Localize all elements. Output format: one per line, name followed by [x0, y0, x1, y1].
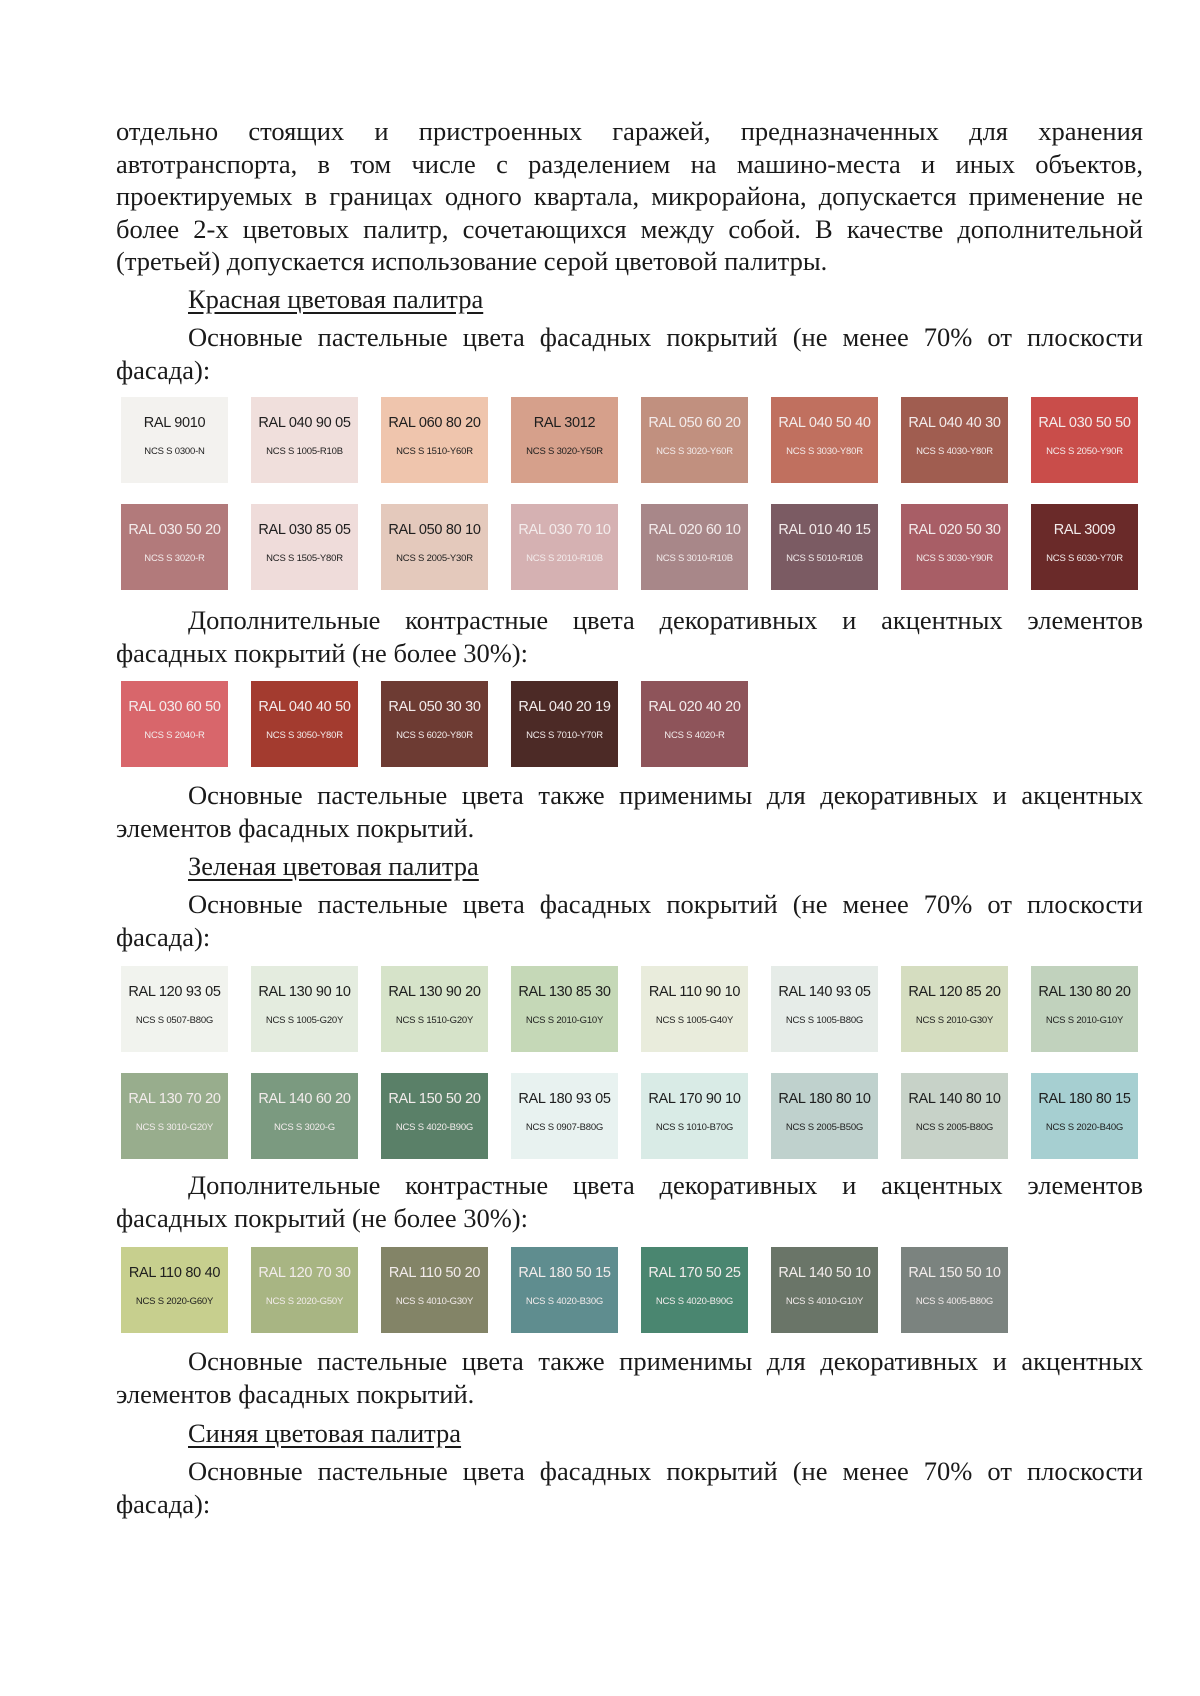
swatch-ral-code: RAL 030 50 20 [128, 522, 221, 538]
color-swatch [901, 504, 1008, 590]
red-main-row-1 [121, 397, 1138, 483]
swatch-ral-code: RAL 180 50 15 [518, 1265, 611, 1281]
swatch-ncs-code: NCS S 1005-R10B [266, 446, 343, 457]
swatch-ncs-code: NCS S 1510-G20Y [395, 1015, 474, 1026]
swatch-ral-code: RAL 030 85 05 [258, 522, 351, 538]
color-swatch [121, 1247, 228, 1333]
green-accent-text: Дополнительные контрастные цвета декоративных и акцентных элементов фасадных покрытий (не более 30%): [116, 1170, 1143, 1233]
blue-palette-heading: Синяя цветовая палитра [188, 1418, 462, 1448]
color-swatch [771, 966, 878, 1052]
swatch-ncs-code: NCS S 3020-R [144, 553, 205, 564]
swatch-ral-code: RAL 010 40 15 [778, 522, 871, 538]
swatch-ncs-code: NCS S 2040-R [144, 730, 205, 741]
swatch-ral-code: RAL 020 40 20 [648, 699, 741, 715]
color-swatch [1031, 504, 1138, 590]
swatch-ncs-code: NCS S 1005-G40Y [655, 1015, 734, 1026]
swatch-ncs-code: NCS S 2010-G10Y [525, 1015, 604, 1026]
swatch-ral-code: RAL 130 90 10 [258, 984, 351, 1000]
swatch-ral-code: RAL 130 70 20 [128, 1091, 221, 1107]
swatch-ncs-code: NCS S 4010-G30Y [395, 1296, 474, 1307]
swatch-ncs-code: NCS S 2010-G30Y [915, 1015, 994, 1026]
swatch-ral-code: RAL 050 30 30 [388, 699, 481, 715]
color-swatch [511, 1247, 618, 1333]
color-swatch [1031, 1073, 1138, 1159]
color-swatch [641, 1073, 748, 1159]
swatch-ral-code: RAL 040 90 05 [258, 415, 351, 431]
swatch-ncs-code: NCS S 3020-Y50R [526, 446, 603, 457]
swatch-ncs-code: NCS S 4010-G10Y [785, 1296, 864, 1307]
color-swatch [251, 681, 358, 767]
red-main-text: Основные пастельные цвета фасадных покрытий (не менее 70% от плоскости фасада): [116, 322, 1143, 385]
color-swatch [901, 1247, 1008, 1333]
swatch-ral-code: RAL 020 50 30 [908, 522, 1001, 538]
swatch-ncs-code: NCS S 0300-N [144, 446, 205, 457]
color-swatch [901, 966, 1008, 1052]
swatch-ral-code: RAL 150 50 10 [908, 1265, 1001, 1281]
green-note: Основные пастельные цвета также применимы для декоративных и акцентных элементов фасадных покрытий. [116, 1346, 1143, 1409]
color-swatch [771, 397, 878, 483]
color-swatch [511, 504, 618, 590]
swatch-ncs-code: NCS S 1510-Y60R [396, 446, 473, 457]
green-palette-heading: Зеленая цветовая палитра [188, 851, 479, 881]
swatch-ral-code: RAL 3009 [1053, 522, 1116, 538]
red-main-row-2 [121, 504, 1138, 590]
swatch-ncs-code: NCS S 2050-Y90R [1046, 446, 1123, 457]
swatch-ral-code: RAL 130 80 20 [1038, 984, 1131, 1000]
swatch-ncs-code: NCS S 2020-G50Y [265, 1296, 344, 1307]
swatch-ncs-code: NCS S 7010-Y70R [526, 730, 603, 741]
swatch-ral-code: RAL 110 90 10 [648, 984, 741, 1000]
color-swatch [771, 504, 878, 590]
green-main-row-1 [121, 966, 1138, 1052]
swatch-ncs-code: NCS S 2005-B80G [915, 1122, 994, 1133]
color-swatch [641, 397, 748, 483]
swatch-ral-code: RAL 120 70 30 [258, 1265, 351, 1281]
color-swatch [1031, 397, 1138, 483]
swatch-ncs-code: NCS S 3020-Y60R [656, 446, 733, 457]
color-swatch [901, 1073, 1008, 1159]
swatch-ncs-code: NCS S 1005-G20Y [265, 1015, 344, 1026]
swatch-ncs-code: NCS S 3030-Y80R [786, 446, 863, 457]
swatch-ncs-code: NCS S 2020-B40G [1045, 1122, 1124, 1133]
color-swatch [251, 397, 358, 483]
color-swatch [641, 966, 748, 1052]
swatch-ral-code: RAL 140 60 20 [258, 1091, 351, 1107]
color-swatch [381, 1247, 488, 1333]
swatch-ncs-code: NCS S 3010-R10B [656, 553, 733, 564]
color-swatch [121, 1073, 228, 1159]
swatch-ral-code: RAL 180 93 05 [518, 1091, 611, 1107]
color-swatch [1031, 966, 1138, 1052]
color-swatch [641, 1247, 748, 1333]
color-swatch [901, 397, 1008, 483]
swatch-ral-code: RAL 140 50 10 [778, 1265, 871, 1281]
swatch-ncs-code: NCS S 3020-G [274, 1122, 335, 1133]
swatch-ral-code: RAL 130 90 20 [388, 984, 481, 1000]
red-accent-row [121, 681, 748, 767]
swatch-ncs-code: NCS S 3030-Y90R [916, 553, 993, 564]
swatch-ncs-code: NCS S 1505-Y80R [266, 553, 343, 564]
swatch-ncs-code: NCS S 6020-Y80R [396, 730, 473, 741]
swatch-ral-code: RAL 180 80 10 [778, 1091, 871, 1107]
color-swatch [121, 966, 228, 1052]
swatch-ral-code: RAL 040 20 19 [518, 699, 611, 715]
swatch-ncs-code: NCS S 4020-B90G [655, 1296, 734, 1307]
swatch-ncs-code: NCS S 2020-G60Y [135, 1296, 214, 1307]
swatch-ncs-code: NCS S 4020-B90G [395, 1122, 474, 1133]
color-swatch [641, 504, 748, 590]
swatch-ral-code: RAL 030 60 50 [128, 699, 221, 715]
color-swatch [251, 966, 358, 1052]
color-swatch [771, 1073, 878, 1159]
swatch-ncs-code: NCS S 2005-B50G [785, 1122, 864, 1133]
swatch-ral-code: RAL 3012 [533, 415, 596, 431]
color-swatch [511, 966, 618, 1052]
color-swatch [381, 504, 488, 590]
swatch-ncs-code: NCS S 4005-B80G [915, 1296, 994, 1307]
swatch-ncs-code: NCS S 2010-R10B [526, 553, 603, 564]
swatch-ncs-code: NCS S 3010-G20Y [135, 1122, 214, 1133]
color-swatch [251, 1073, 358, 1159]
red-palette-heading: Красная цветовая палитра [188, 284, 484, 314]
color-swatch [511, 1073, 618, 1159]
color-swatch [121, 397, 228, 483]
swatch-ral-code: RAL 140 80 10 [908, 1091, 1001, 1107]
swatch-ral-code: RAL 180 80 15 [1038, 1091, 1131, 1107]
color-swatch [121, 681, 228, 767]
swatch-ral-code: RAL 150 50 20 [388, 1091, 481, 1107]
swatch-ral-code: RAL 120 85 20 [908, 984, 1001, 1000]
swatch-ncs-code: NCS S 5010-R10B [786, 553, 863, 564]
swatch-ral-code: RAL 030 50 50 [1038, 415, 1131, 431]
color-swatch [121, 504, 228, 590]
color-swatch [251, 504, 358, 590]
color-swatch [511, 681, 618, 767]
color-swatch [641, 681, 748, 767]
green-accent-row [121, 1247, 1008, 1333]
swatch-ncs-code: NCS S 3050-Y80R [266, 730, 343, 741]
color-swatch [381, 966, 488, 1052]
swatch-ral-code: RAL 110 50 20 [388, 1265, 481, 1281]
red-note: Основные пастельные цвета также применимы для декоративных и акцентных элементов фасадных покрытий. [116, 780, 1143, 843]
green-main-text: Основные пастельные цвета фасадных покрытий (не менее 70% от плоскости фасада): [116, 889, 1143, 952]
color-swatch [771, 1247, 878, 1333]
swatch-ral-code: RAL 170 90 10 [648, 1091, 741, 1107]
swatch-ncs-code: NCS S 4020-R [664, 730, 725, 741]
swatch-ral-code: RAL 020 60 10 [648, 522, 741, 538]
swatch-ncs-code: NCS S 4030-Y80R [916, 446, 993, 457]
swatch-ral-code: RAL 140 93 05 [778, 984, 871, 1000]
swatch-ral-code: RAL 050 60 20 [648, 415, 741, 431]
intro-paragraph: отдельно стоящих и пристроенных гаражей, предназначенных для хранения автотранспорта, в том числе с разделением на машино-места и иных объектов, проектируемых в границах одного квартала, микрорайона, допускается применение не более 2-х цветовых палитр, сочетающихся между собой. В качестве дополнительной (третьей) допускается использование серой цветовой палитры. [116, 116, 1143, 276]
swatch-ncs-code: NCS S 0907-B80G [525, 1122, 604, 1133]
red-accent-text: Дополнительные контрастные цвета декоративных и акцентных элементов фасадных покрытий (не более 30%): [116, 605, 1143, 668]
swatch-ncs-code: NCS S 4020-B30G [525, 1296, 604, 1307]
color-swatch [381, 397, 488, 483]
swatch-ncs-code: NCS S 2010-G10Y [1045, 1015, 1124, 1026]
swatch-ral-code: RAL 060 80 20 [388, 415, 481, 431]
swatch-ncs-code: NCS S 6030-Y70R [1046, 553, 1123, 564]
swatch-ral-code: RAL 130 85 30 [518, 984, 611, 1000]
color-swatch [251, 1247, 358, 1333]
swatch-ncs-code: NCS S 1005-B80G [785, 1015, 864, 1026]
swatch-ral-code: RAL 110 80 40 [128, 1265, 221, 1281]
swatch-ral-code: RAL 040 40 30 [908, 415, 1001, 431]
swatch-ncs-code: NCS S 2005-Y30R [396, 553, 473, 564]
swatch-ncs-code: NCS S 0507-B80G [135, 1015, 214, 1026]
blue-main-text: Основные пастельные цвета фасадных покрытий (не менее 70% от плоскости фасада): [116, 1456, 1143, 1519]
color-swatch [381, 1073, 488, 1159]
swatch-ral-code: RAL 050 80 10 [388, 522, 481, 538]
color-swatch [511, 397, 618, 483]
green-main-row-2 [121, 1073, 1138, 1159]
swatch-ral-code: RAL 040 50 40 [778, 415, 871, 431]
color-swatch [381, 681, 488, 767]
swatch-ral-code: RAL 9010 [143, 415, 206, 431]
swatch-ral-code: RAL 040 40 50 [258, 699, 351, 715]
swatch-ral-code: RAL 170 50 25 [648, 1265, 741, 1281]
swatch-ral-code: RAL 120 93 05 [128, 984, 221, 1000]
swatch-ncs-code: NCS S 1010-B70G [655, 1122, 734, 1133]
swatch-ral-code: RAL 030 70 10 [518, 522, 611, 538]
